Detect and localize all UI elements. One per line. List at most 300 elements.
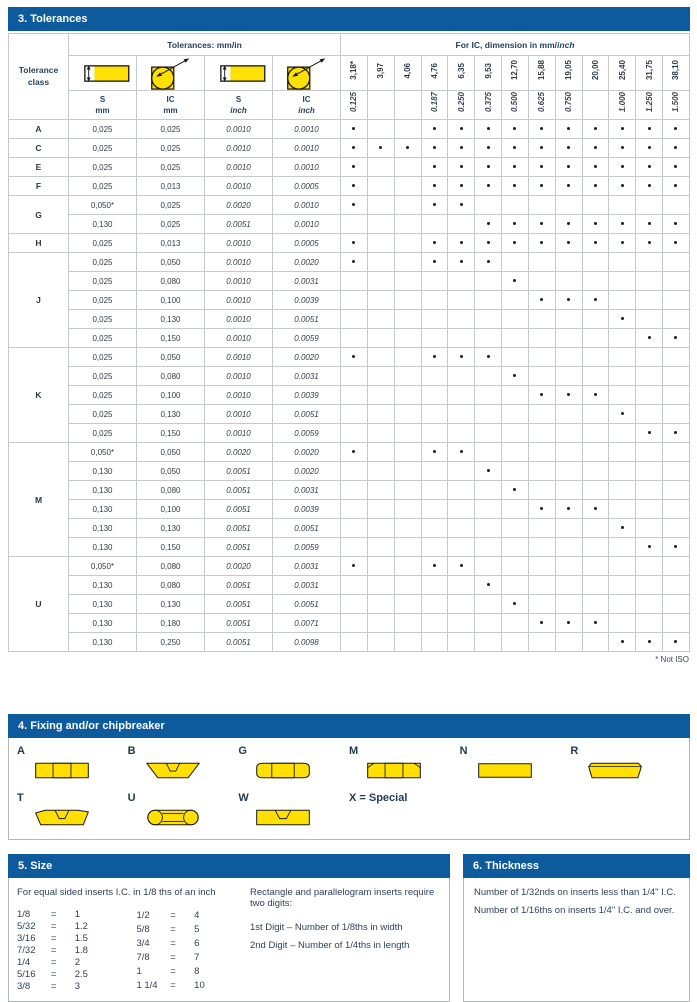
availability-dot [540,507,543,510]
size-codes-table-right [136,908,234,992]
tolerance-row [9,120,690,139]
availability-dot [487,146,490,149]
ic-size-cell [367,177,394,196]
tolerance-row [9,196,690,215]
ic-size-cell [475,595,502,614]
ic-mm-value: 0,025 [137,215,205,234]
availability-dot [621,241,624,244]
ic-size-cell [341,443,368,462]
size-fraction: 7/32 [17,944,36,956]
availability-dot [594,241,597,244]
availability-dot [487,127,490,130]
ic-inch-value: 0.0031 [273,576,341,595]
size-note-1: 1st Digit – Number of 1/8ths in width [249,922,403,933]
ic-size-cell [609,158,636,177]
ic-mm-value: 0,130 [137,405,205,424]
ic-size-cell [582,595,609,614]
ic-mm-header: 4,06 [394,56,421,91]
availability-dot [540,184,543,187]
ic-size-cell [555,215,582,234]
tolerance-class-H: H [9,234,69,253]
ic-size-cell [555,139,582,158]
ic-size-cell [421,329,448,348]
ic-size-cell [636,272,663,291]
ic-size-cell [502,424,529,443]
size-fraction: 5/16 [17,968,36,980]
ic-mm-value: 0,100 [137,386,205,405]
measure-label-s-mm: S mm [69,91,137,120]
tolerance-row [9,139,690,158]
availability-dot [352,241,355,244]
availability-dot [594,507,597,510]
ic-mm-value: 0,013 [137,234,205,253]
s-inch-value: 0.0010 [205,386,273,405]
size-code: 7 [194,951,200,963]
ic-mm-header: 4,76 [421,56,448,91]
ic-inch-header: 0.250 [448,91,475,120]
size-fraction: 1 1/4 [136,979,158,991]
ic-size-cell [502,215,529,234]
size-fraction: 3/16 [17,932,36,944]
thickness-icon [205,56,273,91]
ic-size-cell [555,462,582,481]
insert-shape-t-icon [34,806,92,832]
ic-inch-value: 0.0039 [273,500,341,519]
ic-size-cell [341,595,368,614]
ic-size-cell [555,310,582,329]
availability-dot [433,146,436,149]
fixing-section [8,714,690,840]
availability-dot [513,146,516,149]
tolerance-row [9,329,690,348]
ic-size-cell [582,158,609,177]
ic-size-cell [662,443,689,462]
size-code: 3 [74,980,81,992]
ic-size-cell [502,139,529,158]
ic-mm-value: 0,025 [137,158,205,177]
s-inch-value: 0.0010 [205,120,273,139]
size-code-row [136,964,234,978]
ic-size-cell [367,348,394,367]
ic-size-cell [502,329,529,348]
ic-size-cell [421,424,448,443]
fixing-item-g [238,745,349,792]
s-inch-value: 0.0051 [205,500,273,519]
ic-size-cell [421,595,448,614]
ic-inch-value: 0.0005 [273,177,341,196]
tolerance-row [9,595,690,614]
ic-size-cell [582,386,609,405]
ic-size-cell [502,538,529,557]
ic-size-cell [609,557,636,576]
ic-size-cell [502,234,529,253]
ic-size-cell [582,576,609,595]
ic-size-cell [448,348,475,367]
ic-size-cell [609,538,636,557]
ic-size-cell [662,595,689,614]
ic-mm-header: 9,53 [475,56,502,91]
equals-sign: = [170,909,176,921]
ic-size-cell [475,557,502,576]
ic-size-cell [528,348,555,367]
ic-size-cell [636,196,663,215]
insert-shape-w-icon [255,806,313,832]
insert-shape-n-icon [477,759,535,785]
ic-size-cell [341,538,368,557]
fixing-grid [9,738,689,839]
ic-size-cell [636,215,663,234]
ic-mm-header: 20,00 [582,56,609,91]
size-fraction: 7/8 [136,951,150,963]
ic-size-cell [528,367,555,386]
size-code-row [136,922,234,936]
ic-size-cell [662,139,689,158]
ic-size-cell [582,348,609,367]
insert-shape-a-icon [34,759,92,785]
ic-size-cell [582,519,609,538]
ic-size-cell [421,462,448,481]
ic-inch-header: 0.750 [555,91,582,120]
ic-inch-value: 0.0020 [273,462,341,481]
ic-mm-value: 0,080 [137,272,205,291]
s-mm-value: 0,025 [69,234,137,253]
availability-dot [594,146,597,149]
ic-size-cell [394,310,421,329]
ic-size-cell [662,462,689,481]
ic-size-cell [421,405,448,424]
size-code: 1.5 [74,932,88,944]
fixing-item-w [238,792,349,839]
fixing-item-r [570,745,681,792]
ic-size-cell [636,234,663,253]
ic-inch-value: 0.0010 [273,139,341,158]
s-inch-value: 0.0020 [205,196,273,215]
ic-size-cell [394,557,421,576]
ic-size-cell [367,215,394,234]
fixing-label: M [348,745,359,757]
availability-dot [674,184,677,187]
availability-dot [540,241,543,244]
ic-size-cell [448,272,475,291]
ic-mm-value: 0,050 [137,443,205,462]
ic-size-cell [502,386,529,405]
availability-dot [621,317,624,320]
ic-size-cell [475,272,502,291]
availability-dot [406,146,409,149]
ic-size-cell [528,576,555,595]
ic-size-cell [636,614,663,633]
ic-size-cell [448,557,475,576]
fixing-label: T [17,792,24,804]
s-mm-value: 0,130 [69,595,137,614]
bottom-panels [8,854,690,1002]
ic-size-cell [421,158,448,177]
ic-size-cell [341,576,368,595]
size-fraction: 1/8 [17,908,31,920]
equals-sign: = [170,923,176,935]
ic-size-cell [609,443,636,462]
ic-inch-header: 0.500 [502,91,529,120]
ic-size-cell [555,367,582,386]
ic-size-cell [662,367,689,386]
ic-size-cell [609,272,636,291]
ic-size-cell [662,329,689,348]
size-code-row [17,908,126,920]
s-mm-value: 0,025 [69,177,137,196]
ic-size-cell [555,348,582,367]
ic-size-cell [609,424,636,443]
ic-size-cell [609,348,636,367]
ic-size-cell [448,310,475,329]
availability-dot [674,431,677,434]
ic-size-cell [582,139,609,158]
ic-size-cell [448,614,475,633]
ic-size-cell [448,329,475,348]
ic-size-cell [341,120,368,139]
s-inch-value: 0.0010 [205,158,273,177]
ic-size-cell [636,253,663,272]
ic-size-cell [662,614,689,633]
ic-size-cell [367,424,394,443]
ic-size-cell [475,405,502,424]
ic-size-cell [448,291,475,310]
ic-size-cell [421,367,448,386]
ic-size-cell [341,500,368,519]
ic-size-cell [555,291,582,310]
size-codes-table-left [17,908,126,992]
tolerance-row [9,234,690,253]
s-mm-value: 0,025 [69,158,137,177]
ic-inch-value: 0.0051 [273,595,341,614]
ic-size-cell [609,405,636,424]
ic-size-cell [528,405,555,424]
size-code-row [17,920,126,932]
ic-size-cell [609,310,636,329]
ic-size-cell [662,405,689,424]
ic-size-cell [367,557,394,576]
ic-mm-value: 0,025 [137,196,205,215]
ic-size-cell [394,386,421,405]
ic-size-cell [636,519,663,538]
size-notes-block [234,887,449,992]
inscribed-circle-icon [137,56,205,91]
ic-inch-value: 0.0020 [273,348,341,367]
s-inch-value: 0.0051 [205,614,273,633]
tolerance-row [9,633,690,652]
section-4-header [8,714,690,738]
ic-size-cell [502,443,529,462]
ic-size-cell [502,310,529,329]
ic-size-cell [448,443,475,462]
ic-size-cell [636,443,663,462]
ic-size-cell [367,158,394,177]
ic-size-cell [475,367,502,386]
availability-dot [433,564,436,567]
ic-size-cell [555,272,582,291]
ic-size-cell [555,120,582,139]
ic-inch-value: 0.0031 [273,272,341,291]
s-inch-value: 0.0010 [205,253,273,272]
tolerance-row [9,576,690,595]
ic-size-cell [394,538,421,557]
ic-mm-value: 0,250 [137,633,205,652]
s-mm-value: 0,025 [69,329,137,348]
ic-size-cell [341,348,368,367]
ic-size-cell [394,367,421,386]
availability-dot [567,507,570,510]
availability-dot [433,165,436,168]
ic-size-cell [528,519,555,538]
insert-shape-b-icon [145,759,203,785]
ic-size-cell [636,120,663,139]
fixing-label: B [127,745,136,757]
ic-size-cell [609,519,636,538]
ic-size-cell [528,329,555,348]
s-mm-value: 0,025 [69,139,137,158]
ic-size-cell [609,386,636,405]
thickness-line-2: Number of 1/16ths on inserts 1/4" I.C. and over. [474,905,675,916]
ic-size-cell [609,576,636,595]
availability-dot [648,431,651,434]
ic-size-cell [502,253,529,272]
availability-dot [621,184,624,187]
s-mm-value: 0,130 [69,576,137,595]
availability-dot [433,241,436,244]
ic-size-cell [555,253,582,272]
measure-labels-row [9,91,690,120]
ic-inch-header: 1.000 [609,91,636,120]
availability-dot [540,222,543,225]
availability-dot [621,165,624,168]
ic-size-cell [367,595,394,614]
ic-size-cell [555,234,582,253]
ic-size-cell [636,310,663,329]
availability-dot [540,621,543,624]
s-inch-value: 0.0051 [205,633,273,652]
availability-dot [487,241,490,244]
availability-dot [513,602,516,605]
fixing-item-t [17,792,128,839]
ic-mm-header: 3,97 [367,56,394,91]
measure-label-ic-inch: IC inch [273,91,341,120]
equals-sign: = [170,965,176,977]
availability-dot [567,184,570,187]
availability-dot [513,222,516,225]
size-code: 8 [194,965,200,977]
size-code: 4 [194,909,200,921]
ic-inch-header: 1.500 [662,91,689,120]
ic-size-cell [555,177,582,196]
ic-size-cell [636,500,663,519]
size-intro-text: For equal sided inserts I.C. in 1/8 ths of an inch [17,887,216,898]
availability-dot [460,241,463,244]
availability-dot [460,260,463,263]
section-4-title: 4. Fixing and/or chipbreaker [18,720,165,732]
ic-size-cell [555,595,582,614]
s-inch-value: 0.0010 [205,367,273,386]
size-code-row [17,932,126,944]
ic-size-cell [394,215,421,234]
ic-size-cell [582,500,609,519]
tolerance-row [9,405,690,424]
measure-label-s-inch: S inch [205,91,273,120]
ic-size-cell [448,234,475,253]
ic-size-cell [394,405,421,424]
availability-dot [648,336,651,339]
size-fraction: 1 [136,965,142,977]
ic-size-cell [528,139,555,158]
ic-inch-value: 0.0071 [273,614,341,633]
ic-size-cell [448,367,475,386]
ic-size-cell [662,310,689,329]
ic-size-cell [609,367,636,386]
ic-size-cell [662,120,689,139]
ic-size-cell [662,538,689,557]
ic-inch-value: 0.0031 [273,481,341,500]
availability-dot [513,184,516,187]
s-mm-value: 0,025 [69,120,137,139]
ic-size-cell [421,348,448,367]
availability-dot [567,393,570,396]
availability-dot [433,450,436,453]
ic-size-cell [448,519,475,538]
tolerance-row [9,500,690,519]
ic-size-cell [341,481,368,500]
ic-mm-value: 0,013 [137,177,205,196]
ic-size-cell [475,576,502,595]
ic-size-cell [367,196,394,215]
ic-size-cell [448,405,475,424]
ic-size-cell [367,519,394,538]
ic-inch-value: 0.0059 [273,329,341,348]
availability-dot [513,127,516,130]
ic-size-cell [502,367,529,386]
ic-size-cell [582,177,609,196]
ic-size-cell [394,329,421,348]
ic-size-cell [582,329,609,348]
ic-mm-header: 12,70 [502,56,529,91]
ic-size-cell [421,139,448,158]
ic-size-cell [448,120,475,139]
tolerance-row [9,386,690,405]
fixing-item-m [349,745,460,792]
tolerance-row [9,291,690,310]
equals-sign: = [170,951,176,963]
ic-size-cell [662,500,689,519]
fixing-label: X = Special [348,792,408,804]
fixing-item-u [128,792,239,839]
ic-size-cell [448,595,475,614]
ic-size-cell [341,633,368,652]
ic-size-cell [555,500,582,519]
ic-size-cell [367,234,394,253]
ic-size-cell [582,310,609,329]
availability-dot [513,241,516,244]
s-mm-value: 0,050* [69,557,137,576]
ic-size-cell [367,367,394,386]
ic-inch-value: 0.0020 [273,443,341,462]
ic-size-cell [502,519,529,538]
availability-dot [567,298,570,301]
tolerances-table [8,33,690,652]
ic-size-cell [341,291,368,310]
size-codes-block [17,887,234,992]
ic-size-cell [636,557,663,576]
ic-size-cell [475,215,502,234]
tolerance-row [9,443,690,462]
tolerance-row [9,614,690,633]
ic-size-cell [367,576,394,595]
